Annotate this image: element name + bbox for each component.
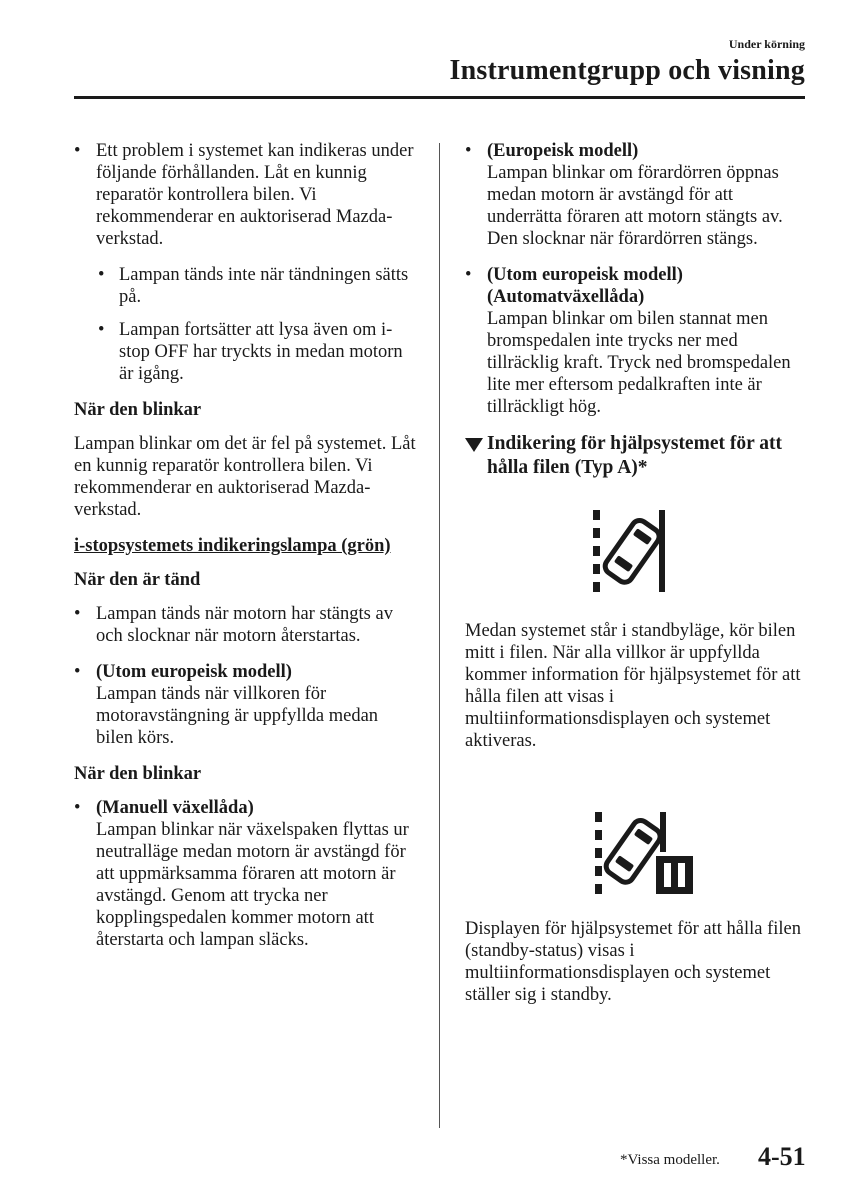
footnote: *Vissa modeller. [620,1152,720,1168]
left-column [74,140,419,965]
bullet-blink-2-text: Lampan blinkar när växelspaken flyttas ur neutralläge medan motorn är avstängd för att uppmärksamma föraren att motorn är avstängd. Genom att trycka ner kopplingspedalen kommer motorn att återstarta och lampan släcks. [96,820,409,950]
column-divider [439,143,440,1128]
bullet-automatic [465,264,810,418]
para-lane-display: Displayen för hjälpsystemet för att hålla filen (standby-status) visas i multiinformationsdisplayen och systemet ställer sig i standby. [465,919,801,1005]
bullet-lit-2-text: Lampan tänds när villkoren för motoravstängning är uppfyllda medan bilen körs. [96,684,379,748]
page-number: 4-51 [758,1142,806,1171]
page-title: Instrumentgrupp och visning [449,55,805,86]
lane-keep-section-heading: Indikering för hjälpsystemet för att hålla filen (Typ A)* [465,432,810,480]
right-column [465,140,810,1018]
para-blinks-1: Lampan blinkar om det är fel på systemet. Låt en kunnig reparatör kontrollera bilen. Vi rekommenderar en auktoriserad Mazda-verkstad. [74,434,416,520]
lane-keep-assist-icon [585,508,675,598]
heading-lit: När den är tänd [74,570,201,590]
heading-blinks-2: När den blinkar [74,764,202,784]
lane-keep-assist-standby-icon [580,810,705,900]
lane-keep-standby-icon-box [465,808,810,908]
bullet-european-text: Lampan blinkar om förardörren öppnas medan motorn är avstängd för att underrätta föraren att motorn stängts av. Den slocknar när förardörren stängs. [487,163,783,249]
sub-bullet-1: • Lampan tänds inte när tändningen sätts på. [74,264,419,308]
bullet-lit-1: • Lampan tänds när motorn har stängts av och slocknar när motorn återstartas. [74,603,419,647]
istop-heading: i-stopsystemets indikeringslampa (grön) [74,536,391,556]
bullet-blink-2 [74,797,419,951]
bullet-lit-2 [74,661,419,749]
bullet-european-title: • (Europeisk modell) [487,141,639,161]
bullet-automatic-text: Lampan blinkar om bilen stannat men bromspedalen inte trycks ner med tillräcklig kraft. Tryck ned bromspedalen lite mer eftersom pedalkraften inte är tillräckligt hög. [487,309,791,417]
bullet-problem: • Ett problem i systemet kan indikeras under följande förhållanden. Låt en kunnig reparatör kontrollera bilen. Vi rekommenderar en auktoriserad Mazda-verkstad. [74,140,419,250]
heading-blinks-1: När den blinkar [74,400,202,420]
title-rule [74,96,805,99]
bullet-blink-2-title: • (Manuell växellåda) [96,798,254,818]
bullet-automatic-title: • (Utom europeisk modell) (Automatväxellåda) [487,265,683,307]
lane-keep-icon-box [465,500,810,610]
bullet-european [465,140,810,250]
para-lane-standby: Medan systemet står i standbyläge, kör bilen mitt i filen. När alla villkor är uppfyllda kommer information för hjälpsystemet för att hålla filen att visas i multiinformationsdisplayen och systemet aktiveras. [465,621,801,751]
bullet-lit-2-title: • (Utom europeisk modell) [96,662,292,682]
section-label: Under körning [728,37,805,51]
sub-bullet-2: • Lampan fortsätter att lysa även om i-stop OFF har tryckts in medan motorn är igång. [74,319,419,385]
